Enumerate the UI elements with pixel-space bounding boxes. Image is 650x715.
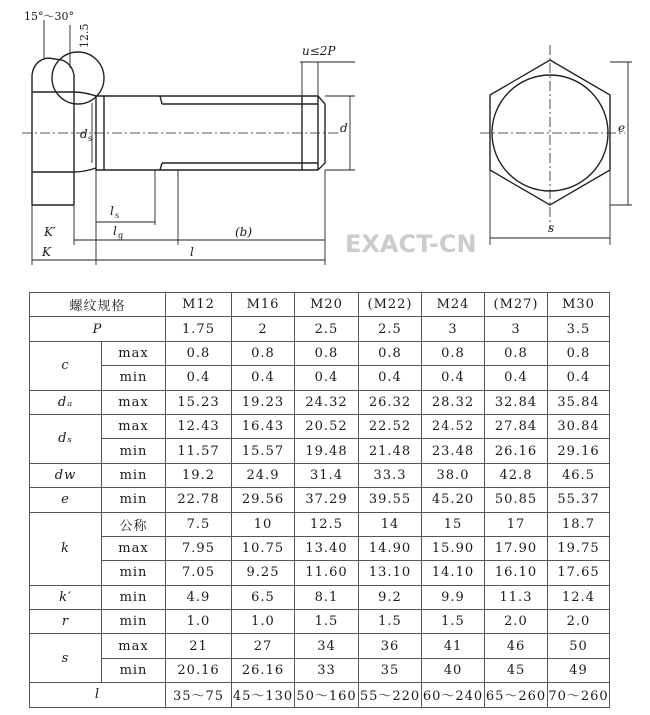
value-cell: 50～160 xyxy=(295,683,359,707)
qualifier-cell: min xyxy=(102,658,166,682)
value-cell: 3 xyxy=(485,317,548,341)
value-cell: 35 xyxy=(359,658,422,682)
value-cell: 0.4 xyxy=(295,366,359,390)
header-size: M16 xyxy=(232,293,295,317)
value-cell: 29.16 xyxy=(548,439,610,463)
value-cell: 46 xyxy=(485,634,548,658)
qualifier-cell: min xyxy=(102,439,166,463)
qualifier-cell: 公称 xyxy=(102,512,166,536)
value-cell: 3 xyxy=(422,317,485,341)
value-cell: 15.57 xyxy=(232,439,295,463)
table-row xyxy=(30,488,610,512)
value-cell: 22.52 xyxy=(359,414,422,438)
value-cell: 42.8 xyxy=(485,463,548,487)
header-size: M24 xyxy=(422,293,485,317)
value-cell: 19.48 xyxy=(295,439,359,463)
table-row xyxy=(30,585,610,609)
table-row xyxy=(30,536,610,560)
kprime-label: K′ xyxy=(44,225,56,239)
b-label: (b) xyxy=(235,225,253,239)
header-size: (M22) xyxy=(359,293,422,317)
value-cell: 65～260 xyxy=(485,683,548,707)
ls-sub: s xyxy=(115,211,120,220)
value-cell: 11.3 xyxy=(485,585,548,609)
value-cell: 33.3 xyxy=(359,463,422,487)
qualifier-cell: min xyxy=(102,488,166,512)
table-row xyxy=(30,414,610,438)
param-cell: s xyxy=(30,634,102,683)
value-cell: 39.55 xyxy=(359,488,422,512)
header-spec: 螺纹规格 xyxy=(30,293,166,317)
table-row xyxy=(30,634,610,658)
value-cell: 22.78 xyxy=(166,488,232,512)
value-cell: 17 xyxy=(485,512,548,536)
param-cell: l xyxy=(30,683,166,707)
value-cell: 0.4 xyxy=(359,366,422,390)
value-cell: 27.84 xyxy=(485,414,548,438)
value-cell: 19.75 xyxy=(548,536,610,560)
value-cell: 1.5 xyxy=(295,610,359,634)
s-label: s xyxy=(548,221,555,235)
value-cell: 36 xyxy=(359,634,422,658)
table-row xyxy=(30,561,610,585)
value-cell: 24.9 xyxy=(232,463,295,487)
header-size: M20 xyxy=(295,293,359,317)
value-cell: 41 xyxy=(422,634,485,658)
value-cell: 12.43 xyxy=(166,414,232,438)
l-label: l xyxy=(190,245,194,259)
value-cell: 7.05 xyxy=(166,561,232,585)
value-cell: 38.0 xyxy=(422,463,485,487)
value-cell: 26.16 xyxy=(232,658,295,682)
value-cell: 19.2 xyxy=(166,463,232,487)
ds-sub: s xyxy=(88,134,93,143)
value-cell: 13.40 xyxy=(295,536,359,560)
header-size: M12 xyxy=(166,293,232,317)
roughness-label: 12.5 xyxy=(78,23,91,48)
qualifier-cell: min xyxy=(102,561,166,585)
table-row xyxy=(30,512,610,536)
value-cell: 32.84 xyxy=(485,390,548,414)
table-row xyxy=(30,341,610,365)
param-cell: k′ xyxy=(30,585,102,609)
qualifier-cell: min xyxy=(102,610,166,634)
value-cell: 0.8 xyxy=(548,341,610,365)
value-cell: 24.52 xyxy=(422,414,485,438)
value-cell: 18.7 xyxy=(548,512,610,536)
centerlines xyxy=(22,45,625,230)
value-cell: 16.43 xyxy=(232,414,295,438)
value-cell: 1.0 xyxy=(232,610,295,634)
value-cell: 33 xyxy=(295,658,359,682)
value-cell: 50.85 xyxy=(485,488,548,512)
value-cell: 0.8 xyxy=(422,341,485,365)
value-cell: 26.16 xyxy=(485,439,548,463)
value-cell: 1.0 xyxy=(166,610,232,634)
value-cell: 21 xyxy=(166,634,232,658)
value-cell: 35～75 xyxy=(166,683,232,707)
value-cell: 29.56 xyxy=(232,488,295,512)
table-header-row xyxy=(30,293,610,317)
value-cell: 10.75 xyxy=(232,536,295,560)
value-cell: 16.10 xyxy=(485,561,548,585)
qualifier-cell: max xyxy=(102,536,166,560)
value-cell: 45～130 xyxy=(232,683,295,707)
table-row xyxy=(30,610,610,634)
qualifier-cell: min xyxy=(102,463,166,487)
value-cell: 0.8 xyxy=(166,341,232,365)
value-cell: 17.65 xyxy=(548,561,610,585)
qualifier-cell: max xyxy=(102,341,166,365)
value-cell: 0.4 xyxy=(166,366,232,390)
value-cell: 20.52 xyxy=(295,414,359,438)
param-cell: P xyxy=(30,317,166,341)
value-cell: 3.5 xyxy=(548,317,610,341)
value-cell: 0.4 xyxy=(232,366,295,390)
param-cell: dw xyxy=(30,463,102,487)
value-cell: 0.8 xyxy=(485,341,548,365)
table-row xyxy=(30,658,610,682)
value-cell: 0.8 xyxy=(295,341,359,365)
value-cell: 37.29 xyxy=(295,488,359,512)
value-cell: 10 xyxy=(232,512,295,536)
d-label: d xyxy=(340,121,348,135)
value-cell: 60～240 xyxy=(422,683,485,707)
param-cell: dₐ xyxy=(30,390,102,414)
value-cell: 13.10 xyxy=(359,561,422,585)
spec-table-body xyxy=(30,293,610,708)
value-cell: 26.32 xyxy=(359,390,422,414)
table-row xyxy=(30,390,610,414)
param-cell: k xyxy=(30,512,102,585)
value-cell: 23.48 xyxy=(422,439,485,463)
value-cell: 0.8 xyxy=(359,341,422,365)
value-cell: 14.90 xyxy=(359,536,422,560)
value-cell: 31.4 xyxy=(295,463,359,487)
value-cell: 1.5 xyxy=(422,610,485,634)
table-row xyxy=(30,683,610,707)
value-cell: 49 xyxy=(548,658,610,682)
value-cell: 2.0 xyxy=(548,610,610,634)
value-cell: 2.5 xyxy=(359,317,422,341)
qualifier-cell: max xyxy=(102,634,166,658)
qualifier-cell: max xyxy=(102,390,166,414)
value-cell: 14.10 xyxy=(422,561,485,585)
value-cell: 24.32 xyxy=(295,390,359,414)
value-cell: 2.0 xyxy=(485,610,548,634)
value-cell: 19.23 xyxy=(232,390,295,414)
header-size: M30 xyxy=(548,293,610,317)
value-cell: 20.16 xyxy=(166,658,232,682)
value-cell: 2 xyxy=(232,317,295,341)
value-cell: 4.9 xyxy=(166,585,232,609)
side-view xyxy=(32,52,325,205)
watermark: EXACT-CN xyxy=(345,230,477,258)
bolt-drawing xyxy=(0,0,650,285)
value-cell: 50 xyxy=(548,634,610,658)
value-cell: 0.4 xyxy=(548,366,610,390)
param-cell: dₛ xyxy=(30,414,102,463)
value-cell: 9.9 xyxy=(422,585,485,609)
value-cell: 2.5 xyxy=(295,317,359,341)
value-cell: 1.75 xyxy=(166,317,232,341)
value-cell: 15.90 xyxy=(422,536,485,560)
value-cell: 8.1 xyxy=(295,585,359,609)
lg-label: l xyxy=(113,224,117,238)
value-cell: 1.5 xyxy=(359,610,422,634)
header-size: (M27) xyxy=(485,293,548,317)
value-cell: 15.23 xyxy=(166,390,232,414)
k-label: K xyxy=(42,245,51,259)
value-cell: 9.25 xyxy=(232,561,295,585)
value-cell: 21.48 xyxy=(359,439,422,463)
value-cell: 40 xyxy=(422,658,485,682)
table-row xyxy=(30,317,610,341)
param-cell: c xyxy=(30,341,102,390)
e-label: e xyxy=(618,121,626,135)
table-row xyxy=(30,463,610,487)
value-cell: 14 xyxy=(359,512,422,536)
qualifier-cell: min xyxy=(102,366,166,390)
value-cell: 9.2 xyxy=(359,585,422,609)
value-cell: 11.60 xyxy=(295,561,359,585)
value-cell: 46.5 xyxy=(548,463,610,487)
value-cell: 15 xyxy=(422,512,485,536)
table-row xyxy=(30,439,610,463)
value-cell: 0.4 xyxy=(485,366,548,390)
qualifier-cell: min xyxy=(102,585,166,609)
param-cell: e xyxy=(30,488,102,512)
spec-table xyxy=(29,292,610,708)
table-row xyxy=(30,366,610,390)
value-cell: 12.5 xyxy=(295,512,359,536)
value-cell: 55.37 xyxy=(548,488,610,512)
value-cell: 7.95 xyxy=(166,536,232,560)
value-cell: 0.8 xyxy=(232,341,295,365)
value-cell: 7.5 xyxy=(166,512,232,536)
value-cell: 34 xyxy=(295,634,359,658)
angle-label: 15°～30° xyxy=(24,10,74,23)
value-cell: 6.5 xyxy=(232,585,295,609)
ds-label: d xyxy=(80,127,88,141)
washer-circle xyxy=(52,52,104,104)
value-cell: 45 xyxy=(485,658,548,682)
value-cell: 70～260 xyxy=(548,683,610,707)
u-label: u≤2P xyxy=(302,44,336,58)
value-cell: 17.90 xyxy=(485,536,548,560)
value-cell: 55～220 xyxy=(359,683,422,707)
value-cell: 12.4 xyxy=(548,585,610,609)
value-cell: 45.20 xyxy=(422,488,485,512)
value-cell: 28.32 xyxy=(422,390,485,414)
value-cell: 30.84 xyxy=(548,414,610,438)
qualifier-cell: max xyxy=(102,414,166,438)
lg-sub: g xyxy=(118,231,124,240)
param-cell: r xyxy=(30,610,102,634)
value-cell: 11.57 xyxy=(166,439,232,463)
value-cell: 35.84 xyxy=(548,390,610,414)
ls-label: l xyxy=(110,204,114,218)
value-cell: 27 xyxy=(232,634,295,658)
value-cell: 0.4 xyxy=(422,366,485,390)
